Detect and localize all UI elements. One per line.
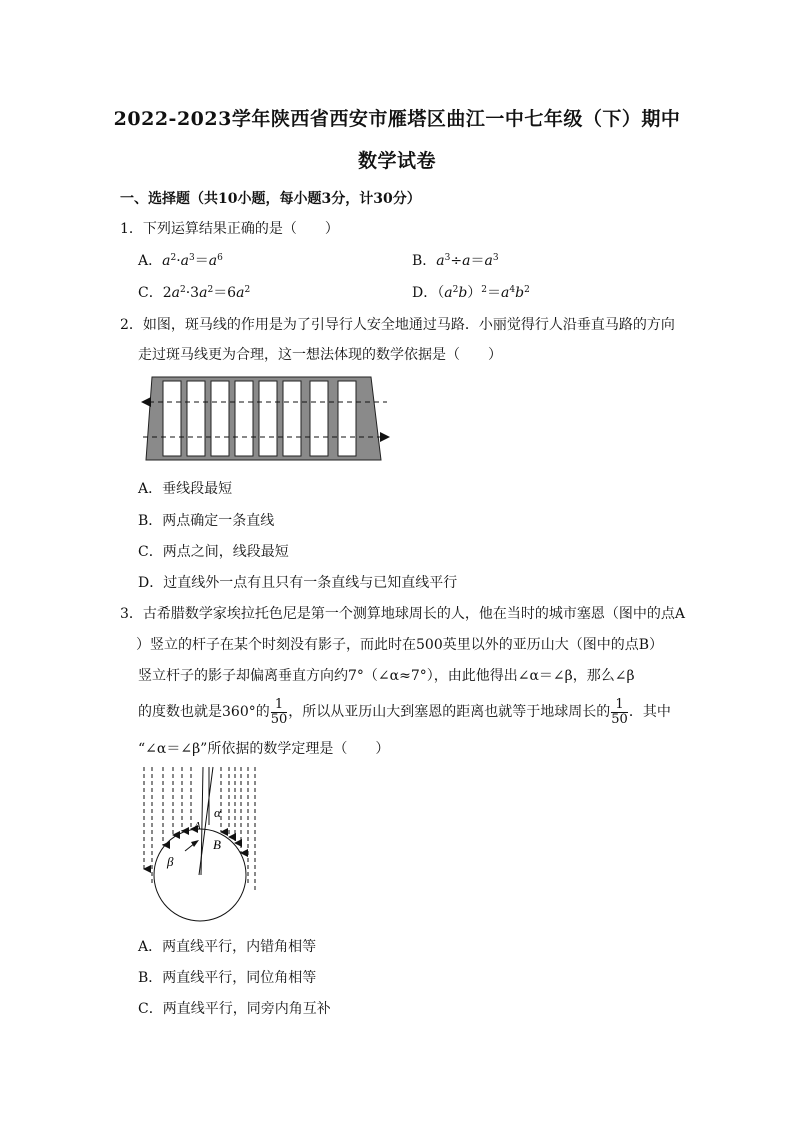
label-beta: β — [167, 854, 174, 869]
q1-option-a-label: A． — [138, 253, 163, 269]
label-point-b: B — [213, 837, 221, 852]
q1-option-d: D．$(a^2b)^2=a^4b^2$ — [412, 285, 530, 301]
q1-option-c-label: C． — [138, 285, 163, 301]
q1-option-b: B．$a^3\div a=a^3$ — [412, 253, 499, 269]
q3-stem-line4-part3: ．其中 — [628, 704, 671, 720]
q2-option-b: B．两点确定一条直线 — [138, 513, 275, 529]
q1-stem: 1．下列运算结果正确的是（ ） — [120, 221, 339, 237]
q2-stem-line1: 2．如图，斑马线的作用是为了引导行人安全地通过马路．小丽觉得行人沿垂直马路的方向 — [120, 317, 675, 333]
zebra-stripe — [163, 381, 181, 456]
q3-stem-line5: “∠α＝∠β”所依据的数学定理是（ ） — [138, 741, 390, 757]
q3-stem-line4-part2: ，所以从亚历山大到塞恩的距离也就等于地球周长的 — [288, 704, 611, 720]
q3-stem-line4 — [138, 696, 671, 728]
earth-circle — [154, 829, 246, 921]
q3-stem-line3: 竖立杆子的影子却偏离垂直方向约7°（∠α≈7°），由此他得出∠α＝∠β，那么∠β — [138, 668, 635, 684]
q1-option-b-label: B． — [412, 253, 437, 269]
zebra-crossing-figure — [135, 372, 395, 464]
fraction-1-50-second — [611, 698, 628, 727]
fraction-1-50 — [271, 698, 288, 727]
q3-stem-line4-part1: 的度数也就是360°的 — [138, 704, 270, 720]
page-subtitle: 数学试卷 — [357, 150, 436, 172]
q1-option-a: A．$a^2\cdot a^3=a^6$ — [138, 253, 223, 269]
zebra-stripe — [235, 381, 253, 456]
q3-stem-line2: ）竖立的杆子在某个时刻没有影子，而此时在500英里以外的亚历山大（图中的点B） — [136, 637, 664, 653]
page-title: 2022-2023学年陕西省西安市雁塔区曲江一中七年级（下）期中 — [113, 108, 681, 130]
label-alpha: α — [214, 805, 221, 820]
fraction-denominator: 50 — [611, 711, 628, 727]
zebra-stripe — [338, 381, 356, 456]
arrow-left-icon — [141, 397, 151, 407]
earth-sunrays-figure — [135, 765, 265, 927]
q3-option-c: C．两直线平行，同旁内角互补 — [138, 1001, 331, 1017]
q3-option-a: A．两直线平行，内错角相等 — [138, 939, 317, 955]
zebra-stripe — [211, 381, 229, 456]
fraction-numerator: 1 — [271, 698, 288, 713]
q3-stem-line1: 3．古希腊数学家埃拉托色尼是第一个测算地球周长的人，他在当时的城市塞恩（图中的点A — [120, 606, 686, 622]
zebra-stripe — [259, 381, 277, 456]
q2-option-d: D．过直线外一点有且只有一条直线与已知直线平行 — [138, 575, 458, 591]
q2-option-c: C．两点之间，线段最短 — [138, 544, 289, 560]
zebra-stripe — [283, 381, 301, 456]
q3-option-b: B．两直线平行，同位角相等 — [138, 970, 317, 986]
q2-option-a: A．垂线段最短 — [138, 481, 233, 497]
q1-option-d-label: D． — [412, 285, 438, 301]
arrow-right-icon — [380, 432, 390, 442]
zebra-stripe — [187, 381, 205, 456]
q1-option-c: C．$2a^2\cdot 3a^2=6a^2$ — [138, 285, 251, 301]
q2-stem-line2: 走过斑马线更为合理，这一想法体现的数学依据是（ ） — [138, 347, 502, 363]
label-point-a: A — [194, 820, 201, 832]
zebra-stripe — [310, 381, 328, 456]
fraction-numerator: 1 — [611, 698, 628, 713]
fraction-denominator: 50 — [270, 711, 288, 727]
section-heading: 一、选择题（共10小题，每小题3分，计30分） — [120, 191, 421, 207]
